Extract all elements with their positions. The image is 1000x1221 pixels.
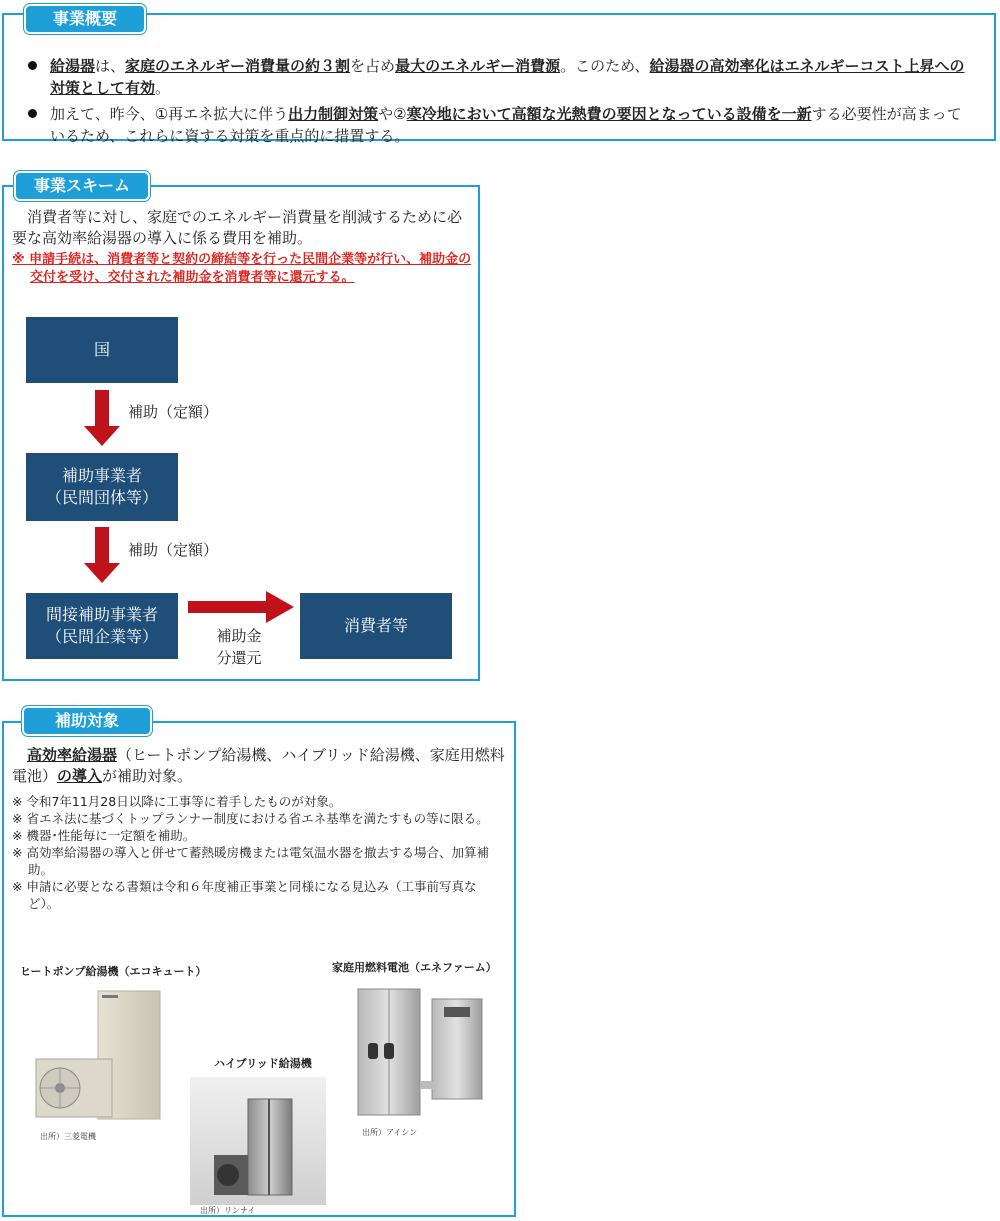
scheme-description: 消費者等に対し、家庭でのエネルギー消費量を削減するために必要な高効率給湯器の導入に係る費用を補助。 [12,208,463,247]
text-run: や② [378,105,407,123]
emphasis-text: 家庭のエネルギー消費量の約３割 [125,57,351,75]
product3-source: 出所）アイシン [362,1128,418,1137]
text-run: （ヒートポンプ給湯機、ハイブリッド給湯機、家庭用燃料電池） [12,746,505,785]
box-operator-line1: 補助事業者 [61,466,142,485]
emphasis-text: 給湯器 [50,57,96,75]
scheme-tag: 事業スキーム [14,171,150,201]
target-note-1: ※ 令和7年11月28日以降に工事等に着手したものが対象。 [12,794,342,809]
target-notes [12,793,506,912]
arrow-down-1 [84,390,120,446]
text-run: 加えて、昨今、①再エネ拡大に伴う [50,105,289,123]
rich-text [12,746,505,785]
emphasis-text: 高効率給湯器 [27,746,118,764]
target-note-4: ※ 高効率給湯器の導入と併せて蓄熱暖房機または電気温水器を撤去する場合、加算補助。 [12,845,489,877]
box-operator [26,453,178,521]
arrow1-label: 補助（定額） [128,403,219,421]
overview-tag: 事業概要 [24,4,146,34]
overview-panel [2,13,996,145]
product1-label: ヒートポンプ給湯機（エコキュート） [20,965,207,978]
text-run: が補助対象。 [102,767,193,785]
overview-bullet-2 [26,103,966,147]
arrow2-label: 補助（定額） [128,541,219,559]
arrow-right [188,591,294,623]
text-run: は、 [95,57,126,75]
box-country [26,317,178,383]
target-note-5: ※ 申請に必要となる書類は令和６年度補正事業と同様になる見込み（工事前写真など）。 [12,879,477,911]
arrow3-label [204,625,274,669]
product3-label: 家庭用燃料電池（エネファーム） [332,961,497,974]
arrow3-label-line1: 補助金 [216,627,262,645]
text-run: を占め [350,57,396,75]
target-panel [2,721,516,1217]
product1-source: 出所）三菱電機 [40,1132,96,1141]
hybrid-heater-image [190,1077,326,1205]
emphasis-text: 寒冷地において高額な光熱費の要因となっている設備を一新 [406,105,812,123]
box-country-label: 国 [93,340,110,359]
text-run: 。このため、 [560,57,650,75]
box-operator-line2: （民間団体等） [45,488,158,507]
arrow3-label-line2: 分還元 [216,649,262,667]
box-indirect-operator [26,593,178,659]
product2-source: 出所）リンナイ [200,1206,256,1215]
rich-text [50,57,965,97]
target-tag: 補助対象 [22,706,152,736]
emphasis-text: の導入 [57,767,103,785]
emphasis-text: 最大のエネルギー消費源 [395,57,561,75]
overview-bullet-1 [26,55,966,99]
text-run: 。 [155,79,171,97]
product2-label: ハイブリッド給湯機 [214,1057,312,1070]
scheme-panel [2,185,480,681]
target-note-2: ※ 省エネ法に基づくトップランナー制度における省エネ基準を満たすもの等に限る。 [12,811,489,826]
rich-text [50,105,962,145]
box-consumer [300,593,452,659]
box-indirect-line1: 間接補助事業者 [45,605,158,624]
emphasis-text: 給湯器の高効率化はエネルギーコスト上昇への対策として有効 [50,57,965,97]
box-consumer-label: 消費者等 [343,616,408,635]
target-lead [12,745,506,787]
arrow-down-2 [84,527,120,583]
emphasis-text: 出力制御対策 [288,105,379,123]
target-note-3: ※ 機器･性能毎に一定額を補助。 [12,828,196,843]
fuel-cell-image [350,985,490,1125]
box-indirect-line2: （民間企業等） [45,627,158,646]
text-run: する必要性が高まっているため、これらに資する対策を重点的に措置する。 [50,105,962,145]
overview-bullets [26,55,966,151]
heat-pump-image [30,985,170,1135]
scheme-note: ※ 申請手続は、消費者等と契約の締結等を行った民間企業等が行い、補助金の交付を受け、交付された補助金を消費者等に還元する。 [12,252,472,285]
